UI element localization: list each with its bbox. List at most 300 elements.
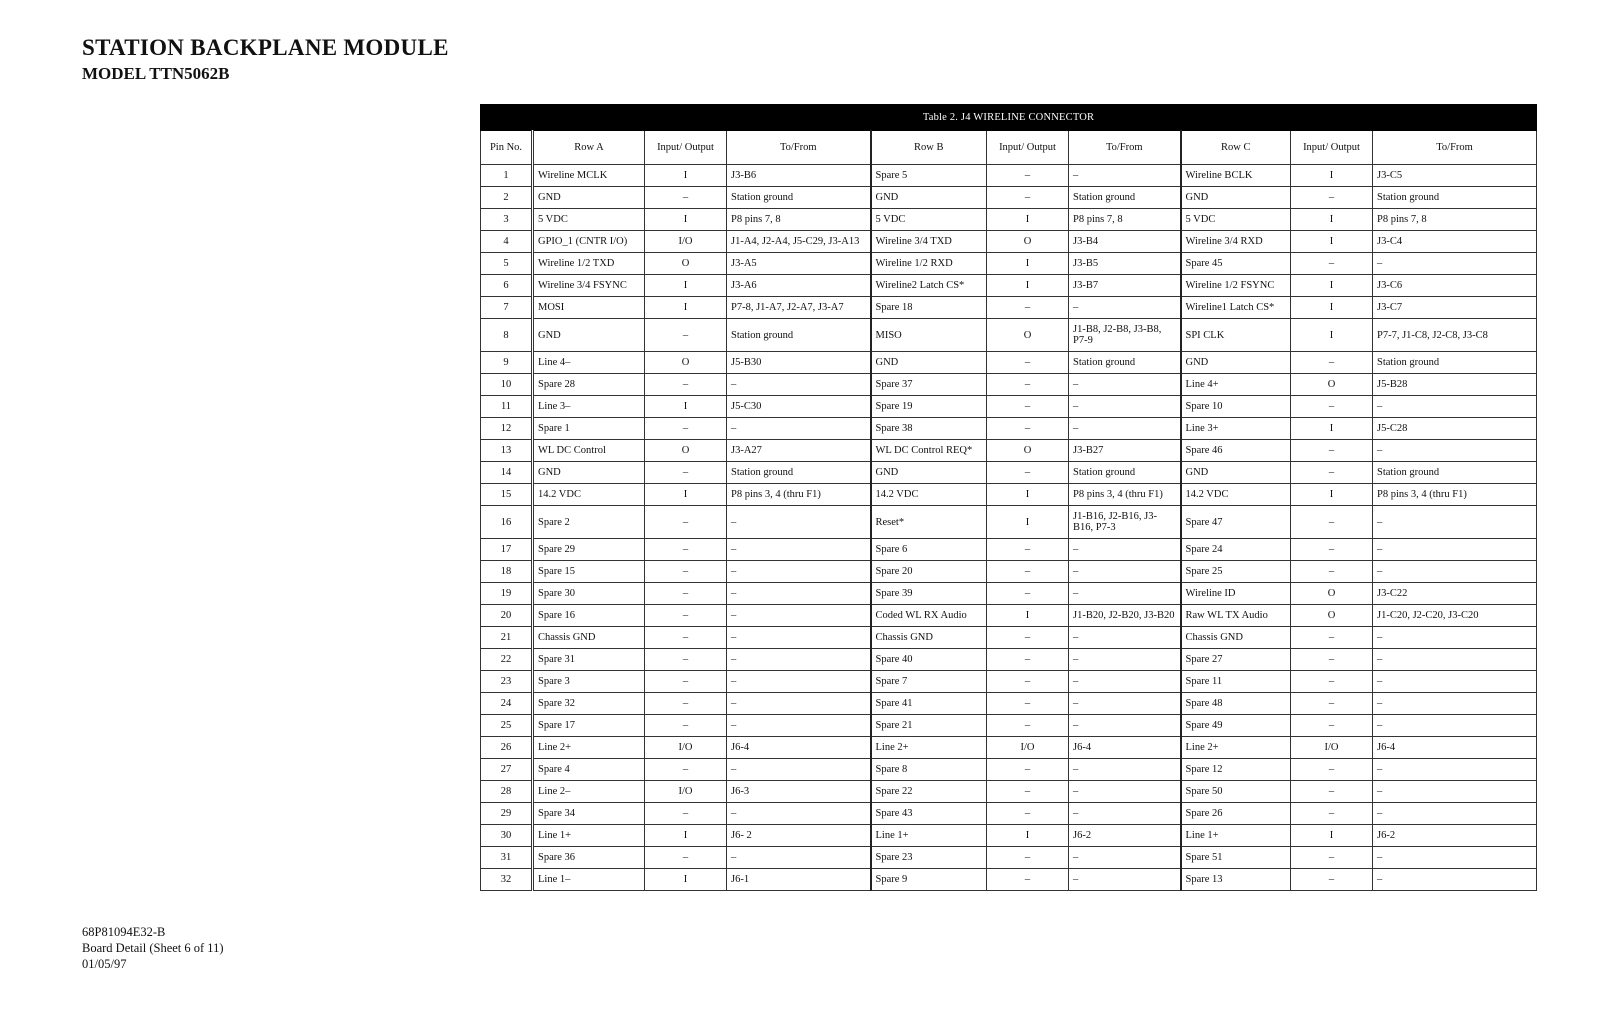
cell-row-b-to-from: J3-B27 [1069,440,1181,462]
cell-pin-no: 30 [481,825,533,847]
cell-row-b: GND [871,462,987,484]
cell-row-a-to-from: J6- 2 [727,825,871,847]
cell-row-b: Spare 22 [871,781,987,803]
cell-pin-no: 17 [481,539,533,561]
cell-row-b-io: – [987,165,1069,187]
cell-row-b-to-from: J1-B20, J2-B20, J3-B20 [1069,605,1181,627]
cell-row-c-io: – [1291,803,1373,825]
cell-row-a-io: – [645,847,727,869]
cell-row-b: Chassis GND [871,627,987,649]
table-row [481,231,1537,253]
cell-row-a: Spare 29 [533,539,645,561]
cell-row-a: Wireline 1/2 TXD [533,253,645,275]
cell-row-c-io: I [1291,297,1373,319]
cell-row-b-to-from: – [1069,693,1181,715]
cell-row-a: Spare 34 [533,803,645,825]
table-row [481,715,1537,737]
cell-row-b-to-from: J1-B8, J2-B8, J3-B8, P7-9 [1069,319,1181,352]
cell-row-c-to-from: – [1373,253,1537,275]
cell-row-c-to-from: J3-C4 [1373,231,1537,253]
cell-row-c: GND [1181,187,1291,209]
cell-row-c-io: O [1291,374,1373,396]
cell-row-c: Line 2+ [1181,737,1291,759]
cell-row-a-io: I [645,209,727,231]
cell-row-a-io: I [645,825,727,847]
cell-row-b-to-from: P8 pins 3, 4 (thru F1) [1069,484,1181,506]
cell-row-c: SPI CLK [1181,319,1291,352]
cell-row-b-io: O [987,440,1069,462]
cell-row-a: GND [533,187,645,209]
cell-row-c-io: – [1291,627,1373,649]
cell-row-c-to-from: J5-C28 [1373,418,1537,440]
cell-pin-no: 7 [481,297,533,319]
cell-row-a-to-from: – [727,539,871,561]
cell-row-b-io: I [987,275,1069,297]
cell-row-a-to-from: J3-B6 [727,165,871,187]
cell-row-b-io: – [987,847,1069,869]
cell-row-c-io: I [1291,209,1373,231]
cell-row-b: Spare 20 [871,561,987,583]
table-row [481,671,1537,693]
cell-row-a: Line 2– [533,781,645,803]
cell-pin-no: 8 [481,319,533,352]
cell-pin-no: 15 [481,484,533,506]
table-row [481,319,1537,352]
table-row [481,759,1537,781]
column-header-pin-no: Pin No. [481,131,533,165]
cell-row-a-io: – [645,561,727,583]
cell-row-c-io: – [1291,759,1373,781]
cell-row-b-io: – [987,583,1069,605]
cell-row-c-io: – [1291,539,1373,561]
cell-row-a-io: – [645,539,727,561]
cell-row-c: Spare 13 [1181,869,1291,891]
cell-row-a-io: I/O [645,737,727,759]
cell-row-a: Line 4– [533,352,645,374]
column-header-row-b-to-from: To/From [1069,131,1181,165]
cell-row-b-io: – [987,396,1069,418]
cell-row-b-to-from: J3-B5 [1069,253,1181,275]
cell-row-a: Spare 1 [533,418,645,440]
table-row [481,396,1537,418]
cell-row-b-io: – [987,561,1069,583]
cell-row-a: GND [533,319,645,352]
cell-row-b-io: – [987,693,1069,715]
cell-row-b-io: I [987,825,1069,847]
table-row [481,605,1537,627]
cell-row-b: Spare 38 [871,418,987,440]
cell-row-b-io: – [987,418,1069,440]
cell-row-c: Wireline BCLK [1181,165,1291,187]
cell-row-a-to-from: – [727,561,871,583]
cell-row-c-to-from: – [1373,627,1537,649]
cell-pin-no: 28 [481,781,533,803]
cell-row-c-to-from: – [1373,715,1537,737]
cell-row-c: Line 4+ [1181,374,1291,396]
cell-row-a-io: – [645,715,727,737]
cell-row-c: Chassis GND [1181,627,1291,649]
cell-row-c-io: – [1291,781,1373,803]
cell-pin-no: 27 [481,759,533,781]
cell-row-c-io: – [1291,693,1373,715]
cell-pin-no: 29 [481,803,533,825]
table-caption: Table 2. J4 WIRELINE CONNECTOR [481,105,1537,131]
cell-row-b-io: – [987,187,1069,209]
cell-row-c-io: – [1291,440,1373,462]
cell-row-a-io: – [645,583,727,605]
cell-row-a-to-from: P8 pins 7, 8 [727,209,871,231]
cell-row-b-to-from: Station ground [1069,462,1181,484]
table-body [481,165,1537,891]
cell-pin-no: 19 [481,583,533,605]
cell-row-a-io: O [645,253,727,275]
cell-row-b-io: – [987,297,1069,319]
cell-row-a-to-from: J6-1 [727,869,871,891]
cell-row-c-io: I [1291,825,1373,847]
cell-row-a-io: I/O [645,781,727,803]
table-row [481,693,1537,715]
cell-row-a-to-from: – [727,803,871,825]
cell-row-a-io: – [645,693,727,715]
cell-row-c-io: I [1291,165,1373,187]
cell-row-b-to-from: – [1069,627,1181,649]
cell-row-b-to-from: – [1069,803,1181,825]
cell-row-c-to-from: J6-2 [1373,825,1537,847]
cell-row-c-io: – [1291,396,1373,418]
cell-row-a-to-from: – [727,715,871,737]
cell-row-b-io: O [987,319,1069,352]
column-header-row-c-to-from: To/From [1373,131,1537,165]
cell-row-b: Spare 21 [871,715,987,737]
j4-wireline-connector-table-container [480,104,1536,891]
cell-row-b-to-from: – [1069,869,1181,891]
cell-row-b-io: – [987,649,1069,671]
cell-row-b-to-from: – [1069,539,1181,561]
cell-row-b: Spare 40 [871,649,987,671]
cell-row-c-to-from: P7-7, J1-C8, J2-C8, J3-C8 [1373,319,1537,352]
cell-row-b-to-from: Station ground [1069,187,1181,209]
cell-row-a: Wireline MCLK [533,165,645,187]
cell-row-b-to-from: – [1069,561,1181,583]
column-header-row-c: Row C [1181,131,1291,165]
cell-row-b-io: – [987,715,1069,737]
cell-row-b: 14.2 VDC [871,484,987,506]
table-row [481,825,1537,847]
table-row [481,275,1537,297]
cell-row-c-to-from: – [1373,649,1537,671]
cell-row-c-io: – [1291,253,1373,275]
cell-row-c-to-from: – [1373,781,1537,803]
cell-row-a: Wireline 3/4 FSYNC [533,275,645,297]
cell-row-c: Spare 27 [1181,649,1291,671]
cell-row-a-io: – [645,627,727,649]
cell-row-c-to-from: – [1373,539,1537,561]
cell-row-b: Spare 9 [871,869,987,891]
cell-row-b: Reset* [871,506,987,539]
cell-row-c-io: – [1291,561,1373,583]
cell-pin-no: 11 [481,396,533,418]
cell-row-b: Spare 19 [871,396,987,418]
cell-row-a: 14.2 VDC [533,484,645,506]
cell-row-a: Spare 15 [533,561,645,583]
table-row [481,561,1537,583]
cell-row-a: Spare 31 [533,649,645,671]
cell-row-c-to-from: – [1373,440,1537,462]
cell-row-a: Spare 3 [533,671,645,693]
cell-row-b-to-from: J1-B16, J2-B16, J3-B16, P7-3 [1069,506,1181,539]
cell-row-b: Spare 6 [871,539,987,561]
cell-row-c-io: – [1291,649,1373,671]
cell-row-b-to-from: J3-B7 [1069,275,1181,297]
table-row [481,418,1537,440]
cell-row-c-to-from: J1-C20, J2-C20, J3-C20 [1373,605,1537,627]
cell-row-a: WL DC Control [533,440,645,462]
cell-row-a-io: – [645,374,727,396]
cell-row-c-to-from: Station ground [1373,352,1537,374]
cell-row-a-to-from: – [727,847,871,869]
cell-row-c-io: – [1291,462,1373,484]
cell-row-c: 14.2 VDC [1181,484,1291,506]
cell-row-c: Spare 24 [1181,539,1291,561]
table-row [481,297,1537,319]
cell-row-a-io: I [645,869,727,891]
cell-row-c: 5 VDC [1181,209,1291,231]
cell-row-a-io: – [645,319,727,352]
table-row [481,187,1537,209]
cell-row-a: 5 VDC [533,209,645,231]
cell-pin-no: 16 [481,506,533,539]
cell-row-a: GPIO_1 (CNTR I/O) [533,231,645,253]
cell-row-c: Line 1+ [1181,825,1291,847]
table-row [481,374,1537,396]
document-date: 01/05/97 [82,957,127,971]
cell-row-c-io: O [1291,605,1373,627]
cell-row-c: Spare 45 [1181,253,1291,275]
table-row [481,440,1537,462]
cell-row-b-io: – [987,671,1069,693]
cell-row-b-to-from: J6-4 [1069,737,1181,759]
cell-row-b-to-from: – [1069,165,1181,187]
cell-row-c: GND [1181,462,1291,484]
cell-row-c: Wireline 1/2 FSYNC [1181,275,1291,297]
cell-pin-no: 24 [481,693,533,715]
table-caption-row [481,105,1537,131]
cell-row-a-to-from: Station ground [727,187,871,209]
cell-row-c: GND [1181,352,1291,374]
cell-row-c-io: I [1291,275,1373,297]
table-row [481,352,1537,374]
cell-row-b-io: – [987,803,1069,825]
cell-row-c-to-from: – [1373,396,1537,418]
cell-row-a-io: I/O [645,231,727,253]
cell-row-b: WL DC Control REQ* [871,440,987,462]
cell-pin-no: 20 [481,605,533,627]
cell-row-b: Spare 18 [871,297,987,319]
cell-row-b: Spare 43 [871,803,987,825]
cell-row-a-to-from: J3-A6 [727,275,871,297]
cell-row-a-to-from: – [727,374,871,396]
table-row [481,462,1537,484]
cell-row-c-io: – [1291,506,1373,539]
cell-row-b: Spare 39 [871,583,987,605]
cell-pin-no: 10 [481,374,533,396]
cell-row-b: Spare 23 [871,847,987,869]
cell-row-a-to-from: Station ground [727,319,871,352]
cell-row-c-to-from: – [1373,693,1537,715]
cell-row-b-to-from: P8 pins 7, 8 [1069,209,1181,231]
cell-row-c: Spare 49 [1181,715,1291,737]
cell-row-a-to-from: P7-8, J1-A7, J2-A7, J3-A7 [727,297,871,319]
cell-row-c: Raw WL TX Audio [1181,605,1291,627]
column-header-row-a-io: Input/ Output [645,131,727,165]
cell-row-b-to-from: Station ground [1069,352,1181,374]
sheet-label: Board Detail (Sheet 6 of 11) [82,941,224,955]
cell-row-a-io: – [645,418,727,440]
cell-row-a-to-from: Station ground [727,462,871,484]
cell-row-c-to-from: J3-C22 [1373,583,1537,605]
cell-row-a: Line 2+ [533,737,645,759]
column-header-row-c-io: Input/ Output [1291,131,1373,165]
cell-row-c-io: – [1291,869,1373,891]
cell-row-a: Line 1– [533,869,645,891]
cell-pin-no: 18 [481,561,533,583]
cell-pin-no: 4 [481,231,533,253]
cell-row-c: Wireline ID [1181,583,1291,605]
cell-row-b-io: – [987,462,1069,484]
cell-row-a-to-from: J1-A4, J2-A4, J5-C29, J3-A13 [727,231,871,253]
cell-row-c: Spare 46 [1181,440,1291,462]
cell-row-c: Spare 11 [1181,671,1291,693]
cell-row-b-io: – [987,539,1069,561]
cell-row-a-io: – [645,803,727,825]
cell-pin-no: 9 [481,352,533,374]
cell-row-b: Spare 37 [871,374,987,396]
cell-row-b-to-from: J6-2 [1069,825,1181,847]
cell-row-b-to-from: – [1069,297,1181,319]
cell-row-a-to-from: P8 pins 3, 4 (thru F1) [727,484,871,506]
cell-row-c: Spare 12 [1181,759,1291,781]
cell-row-c-to-from: P8 pins 3, 4 (thru F1) [1373,484,1537,506]
cell-row-a: Spare 17 [533,715,645,737]
cell-pin-no: 14 [481,462,533,484]
cell-row-a-to-from: J5-B30 [727,352,871,374]
cell-row-b: Line 1+ [871,825,987,847]
cell-row-c-to-from: – [1373,847,1537,869]
cell-row-a: Spare 28 [533,374,645,396]
cell-pin-no: 32 [481,869,533,891]
cell-row-c-to-from: P8 pins 7, 8 [1373,209,1537,231]
cell-row-c-io: I [1291,418,1373,440]
cell-row-a-to-from: – [727,506,871,539]
cell-row-a-io: I [645,297,727,319]
cell-row-a: Chassis GND [533,627,645,649]
cell-row-c: Line 3+ [1181,418,1291,440]
cell-row-c: Spare 48 [1181,693,1291,715]
table-row [481,847,1537,869]
cell-row-b: Line 2+ [871,737,987,759]
cell-row-a: Spare 30 [533,583,645,605]
cell-pin-no: 2 [481,187,533,209]
cell-row-b-to-from: – [1069,583,1181,605]
cell-row-c: Spare 51 [1181,847,1291,869]
cell-row-b-to-from: – [1069,396,1181,418]
document-header [82,34,449,85]
cell-row-a: Spare 16 [533,605,645,627]
table-row [481,627,1537,649]
cell-row-a: Spare 4 [533,759,645,781]
cell-row-a: GND [533,462,645,484]
cell-row-b-io: – [987,352,1069,374]
cell-row-c-to-from: J5-B28 [1373,374,1537,396]
cell-row-c-to-from: J3-C5 [1373,165,1537,187]
cell-row-c-to-from: – [1373,759,1537,781]
cell-row-c-to-from: – [1373,561,1537,583]
column-header-row-b-io: Input/ Output [987,131,1069,165]
cell-row-c-to-from: Station ground [1373,187,1537,209]
cell-row-b: Spare 5 [871,165,987,187]
cell-row-c: Spare 50 [1181,781,1291,803]
cell-row-a: Spare 2 [533,506,645,539]
cell-pin-no: 31 [481,847,533,869]
cell-row-b: Wireline 1/2 RXD [871,253,987,275]
cell-row-a-io: I [645,396,727,418]
cell-row-a-io: – [645,605,727,627]
cell-row-a-to-from: – [727,627,871,649]
cell-row-c: Wireline1 Latch CS* [1181,297,1291,319]
cell-row-a-to-from: – [727,649,871,671]
cell-row-b-to-from: – [1069,418,1181,440]
cell-row-a: Line 3– [533,396,645,418]
table-row [481,539,1537,561]
cell-row-a-io: O [645,352,727,374]
cell-row-c-io: I [1291,484,1373,506]
cell-row-a-to-from: J6-4 [727,737,871,759]
cell-row-c-io: I [1291,319,1373,352]
cell-row-c-to-from: – [1373,869,1537,891]
cell-row-b-to-from: J3-B4 [1069,231,1181,253]
cell-row-a-io: I [645,275,727,297]
cell-row-c: Spare 25 [1181,561,1291,583]
cell-row-a-to-from: – [727,605,871,627]
cell-row-b: Wireline2 Latch CS* [871,275,987,297]
cell-row-a: MOSI [533,297,645,319]
cell-pin-no: 5 [481,253,533,275]
column-header-row-a: Row A [533,131,645,165]
cell-row-c: Spare 47 [1181,506,1291,539]
cell-row-a-to-from: J3-A5 [727,253,871,275]
document-footer [82,924,224,972]
cell-pin-no: 26 [481,737,533,759]
cell-pin-no: 21 [481,627,533,649]
cell-row-a: Line 1+ [533,825,645,847]
cell-row-b-io: – [987,781,1069,803]
cell-row-b: 5 VDC [871,209,987,231]
cell-row-b: Spare 7 [871,671,987,693]
cell-pin-no: 3 [481,209,533,231]
column-header-row-b: Row B [871,131,987,165]
cell-row-c-io: – [1291,352,1373,374]
cell-row-b-io: I [987,484,1069,506]
cell-row-b-to-from: – [1069,759,1181,781]
cell-row-c-io: – [1291,187,1373,209]
cell-row-a-to-from: – [727,671,871,693]
table-row [481,649,1537,671]
cell-row-c-to-from: J3-C6 [1373,275,1537,297]
cell-pin-no: 22 [481,649,533,671]
table-header-row [481,131,1537,165]
cell-row-b: Spare 8 [871,759,987,781]
table-row [481,781,1537,803]
